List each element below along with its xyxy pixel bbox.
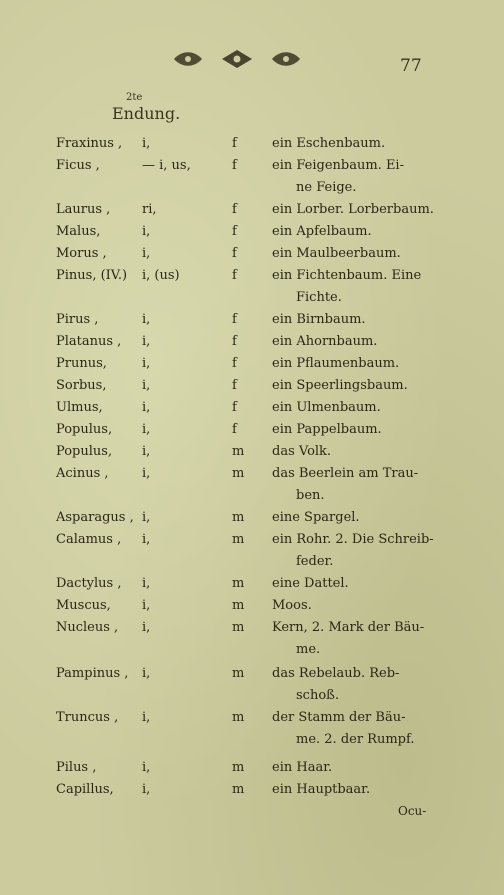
gender-marker: m — [232, 620, 245, 635]
heading-title: Endung. — [112, 104, 181, 123]
german-translation: ein Lorber. Lorberbaum. — [272, 202, 434, 217]
gender-marker: m — [232, 510, 245, 525]
genitive-ending: i, — [142, 666, 151, 681]
header-ornament — [172, 48, 302, 70]
gender-marker: m — [232, 576, 245, 591]
gender-marker: f — [232, 378, 237, 393]
genitive-ending: i, — [142, 782, 151, 797]
genitive-ending: i, (us) — [142, 268, 180, 283]
genitive-ending: i, — [142, 760, 151, 775]
latin-word: Ulmus, — [56, 400, 103, 415]
gender-marker: f — [232, 334, 237, 349]
genitive-ending: i, — [142, 598, 151, 613]
latin-word: Prunus, — [56, 356, 107, 371]
gender-marker: f — [232, 202, 237, 217]
gender-marker: m — [232, 466, 245, 481]
latin-word: Dactylus , — [56, 576, 122, 591]
genitive-ending: i, — [142, 710, 151, 725]
german-translation: feder. — [296, 554, 334, 569]
german-translation: Fichte. — [296, 290, 342, 305]
latin-word: Truncus , — [56, 710, 119, 725]
genitive-ending: i, — [142, 510, 151, 525]
genitive-ending: i, — [142, 136, 151, 151]
german-translation: ne Feige. — [296, 180, 357, 195]
gender-marker: m — [232, 710, 245, 725]
gender-marker: f — [232, 268, 237, 283]
latin-word: Pilus , — [56, 760, 97, 775]
latin-word: Platanus , — [56, 334, 122, 349]
genitive-ending: i, — [142, 576, 151, 591]
german-translation: ein Maulbeerbaum. — [272, 246, 401, 261]
page-number: 77 — [400, 56, 422, 76]
german-translation: ein Feigenbaum. Ei- — [272, 158, 404, 173]
latin-word: Nucleus , — [56, 620, 119, 635]
german-translation: ein Ulmenbaum. — [272, 400, 381, 415]
german-translation: me. 2. der Rumpf. — [296, 732, 415, 747]
latin-word: Asparagus , — [56, 510, 134, 525]
german-translation: ein Hauptbaar. — [272, 782, 371, 797]
latin-word: Pampinus , — [56, 666, 129, 681]
genitive-ending: i, — [142, 532, 151, 547]
german-translation: das Beerlein am Trau- — [272, 466, 419, 481]
german-translation: schoß. — [296, 688, 339, 703]
latin-word: Ficus , — [56, 158, 100, 173]
genitive-ending: i, — [142, 334, 151, 349]
latin-word: Pirus , — [56, 312, 99, 327]
genitive-ending: i, — [142, 378, 151, 393]
german-translation: Kern, 2. Mark der Bäu- — [272, 620, 425, 635]
latin-word: Populus, — [56, 422, 113, 437]
genitive-ending: — i, us, — [142, 158, 191, 173]
latin-word: Laurus , — [56, 202, 111, 217]
german-translation: ein Birnbaum. — [272, 312, 366, 327]
german-translation: das Volk. — [272, 444, 332, 459]
gender-marker: f — [232, 246, 237, 261]
latin-word: Capillus, — [56, 782, 114, 797]
gender-marker: m — [232, 444, 245, 459]
heading-ordinal: 2te — [126, 92, 143, 103]
gender-marker: m — [232, 666, 245, 681]
german-translation: ein Haar. — [272, 760, 333, 775]
latin-word: Fraxinus , — [56, 136, 123, 151]
gender-marker: m — [232, 598, 245, 613]
german-translation: me. — [296, 642, 321, 657]
latin-word: Morus , — [56, 246, 107, 261]
section-heading — [112, 90, 180, 122]
german-translation: ein Speerlingsbaum. — [272, 378, 408, 393]
gender-marker: f — [232, 400, 237, 415]
gender-marker: m — [232, 782, 245, 797]
latin-word: Malus, — [56, 224, 101, 239]
german-translation: eine Spargel. — [272, 510, 360, 525]
german-translation: ein Eschenbaum. — [272, 136, 386, 151]
gender-marker: f — [232, 158, 237, 173]
gender-marker: f — [232, 136, 237, 151]
genitive-ending: ri, — [142, 202, 157, 217]
german-translation: ein Rohr. 2. Die Schreib- — [272, 532, 434, 547]
gender-marker: f — [232, 312, 237, 327]
genitive-ending: i, — [142, 312, 151, 327]
genitive-ending: i, — [142, 224, 151, 239]
german-translation: das Rebelaub. Reb- — [272, 666, 400, 681]
german-translation: ein Ahornbaum. — [272, 334, 378, 349]
genitive-ending: i, — [142, 400, 151, 415]
genitive-ending: i, — [142, 422, 151, 437]
catchword: Ocu- — [398, 804, 427, 818]
latin-word: Populus, — [56, 444, 113, 459]
german-translation: Moos. — [272, 598, 312, 613]
genitive-ending: i, — [142, 356, 151, 371]
genitive-ending: i, — [142, 246, 151, 261]
genitive-ending: i, — [142, 620, 151, 635]
gender-marker: m — [232, 760, 245, 775]
german-translation: ein Apfelbaum. — [272, 224, 372, 239]
genitive-ending: i, — [142, 444, 151, 459]
latin-word: Sorbus, — [56, 378, 107, 393]
german-translation: der Stamm der Bäu- — [272, 710, 406, 725]
genitive-ending: i, — [142, 466, 151, 481]
german-translation: ein Pflaumenbaum. — [272, 356, 400, 371]
gender-marker: f — [232, 224, 237, 239]
gender-marker: f — [232, 356, 237, 371]
latin-word: Acinus , — [56, 466, 109, 481]
latin-word: Pinus, (IV.) — [56, 268, 128, 283]
latin-word: Calamus , — [56, 532, 122, 547]
german-translation: ben. — [296, 488, 325, 503]
german-translation: ein Fichtenbaum. Eine — [272, 268, 422, 283]
german-translation: ein Pappelbaum. — [272, 422, 382, 437]
gender-marker: m — [232, 532, 245, 547]
german-translation: eine Dattel. — [272, 576, 349, 591]
gender-marker: f — [232, 422, 237, 437]
latin-word: Muscus, — [56, 598, 111, 613]
